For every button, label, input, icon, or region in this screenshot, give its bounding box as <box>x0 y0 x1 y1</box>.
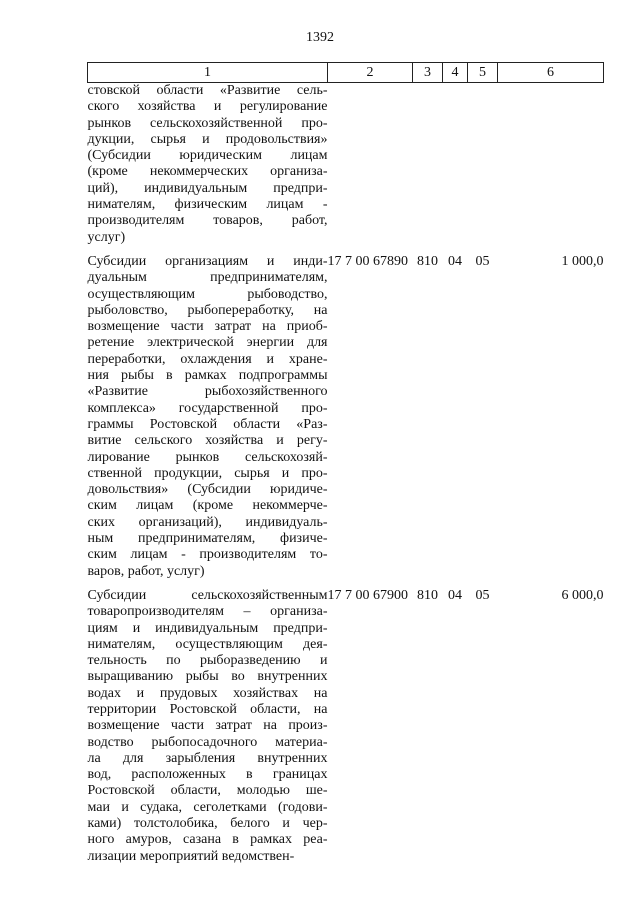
description-line: осуществляющим рыбоводство, <box>87 286 328 302</box>
row-expense-type: 810 <box>417 587 438 603</box>
description-line: Ростовской области, молодью ше- <box>87 783 328 799</box>
budget-table <box>87 62 604 865</box>
description-line: витие сельского хозяйства и регу- <box>87 433 328 449</box>
description-line: нимателям, осуществляющим дея- <box>87 636 328 652</box>
description-line: возмещение части затрат на произ- <box>87 718 328 734</box>
description-line: рыболовство, рыбопереработку, на <box>87 302 328 318</box>
description-line: ками) толстолобика, белого и чер- <box>87 816 328 832</box>
header-col-2: 2 <box>328 63 413 83</box>
row-section: 04 <box>448 253 462 269</box>
description-line: ным предпринимателям, физиче- <box>87 531 328 547</box>
description-line: ственной продукции, сырья и про- <box>87 465 328 481</box>
header-col-4: 4 <box>443 63 468 83</box>
description-line: товаропроизводителям – организа- <box>87 604 328 620</box>
description-line: варов, работ, услуг) <box>87 563 205 579</box>
table-row <box>88 588 604 865</box>
description-line: производителям товаров, работ, <box>87 213 328 229</box>
page-number: 1392 <box>306 30 334 45</box>
description-line: водство рыбопосадочного материа- <box>87 734 328 750</box>
description-line: циям и индивидуальным предпри- <box>87 620 328 636</box>
description-line: вод, расположенных в границах <box>87 767 328 783</box>
description-line: «Развитие рыбохозяйственного <box>87 384 328 400</box>
row-section: 04 <box>448 587 462 603</box>
description-line: ским лицам (кроме некоммерче- <box>87 498 328 514</box>
description-line: выращиванию рыбы во внутренних <box>87 669 328 685</box>
description-line: возмещение части затрат на приоб- <box>87 319 328 335</box>
description-line: водах и прудовых хозяйствах на <box>87 685 328 701</box>
row-spacer <box>88 246 604 254</box>
description-line: (Субсидии юридическим лицам <box>87 148 328 164</box>
row-description <box>88 254 328 580</box>
table-header-row <box>88 63 604 83</box>
table-body <box>88 83 604 865</box>
header-col-1: 1 <box>88 63 328 83</box>
row-target-article: 17 7 00 67890 <box>327 253 408 269</box>
description-line: лизации мероприятий ведомствен- <box>87 848 295 864</box>
description-line: тельность по рыборазведению и <box>87 653 328 669</box>
description-line: стовской области «Развитие сель- <box>87 83 328 98</box>
header-col-3: 3 <box>413 63 443 83</box>
description-line: дуальным предпринимателям, <box>87 270 328 286</box>
row-description <box>88 83 328 246</box>
description-line: граммы Ростовской области «Раз- <box>87 416 328 432</box>
table-row <box>88 83 604 246</box>
description-line: рынков сельскохозяйственной про- <box>87 115 328 131</box>
description-line: ния рыбы в рамках подпрограммы <box>87 368 328 384</box>
row-amount: 1 000,0 <box>561 253 604 269</box>
description-line: ций), индивидуальным предпри- <box>87 180 328 196</box>
description-line: ла для зарыбления внутренних <box>87 750 328 766</box>
row-amount: 6 000,0 <box>561 587 604 603</box>
table-row <box>88 254 604 580</box>
description-line: маи и судака, сеголетками (годови- <box>87 799 328 815</box>
description-line: ским лицам - производителям то- <box>87 547 328 563</box>
description-line: Субсидии сельскохозяйственным <box>87 587 328 603</box>
description-line: ских организаций), индивидуаль- <box>87 514 328 530</box>
description-line: дукции, сырья и продовольствия» <box>87 131 328 147</box>
row-target-article <box>328 83 413 246</box>
description-line: довольствия» (Субсидии юридиче- <box>87 482 328 498</box>
row-spacer <box>88 580 604 588</box>
description-line: территории Ростовской области, на <box>87 701 328 717</box>
row-expense-type <box>413 83 443 246</box>
row-target-article: 17 7 00 67900 <box>327 587 408 603</box>
description-line: ского хозяйства и регулирование <box>87 99 328 115</box>
row-expense-type: 810 <box>417 253 438 269</box>
row-subsection: 05 <box>475 253 490 269</box>
header-col-5: 5 <box>468 63 498 83</box>
header-col-6: 6 <box>498 63 604 83</box>
description-line: комплекса» государственной про- <box>87 400 328 416</box>
description-line: (кроме некоммерческих организа- <box>87 164 328 180</box>
description-line: переработки, охлаждения и хране- <box>87 351 328 367</box>
row-amount <box>498 83 604 246</box>
description-line: лирование рынков сельскохозяй- <box>87 449 328 465</box>
row-description <box>88 588 328 865</box>
row-section <box>443 83 468 246</box>
description-line: ретение электрической энергии для <box>87 335 328 351</box>
description-line: нимателям, физическим лицам - <box>87 197 328 213</box>
description-line: Субсидии организациям и инди- <box>87 253 328 269</box>
description-line: ного амуров, сазана в рамках реа- <box>87 832 328 848</box>
row-subsection <box>468 83 498 246</box>
description-line: услуг) <box>87 229 126 245</box>
row-subsection: 05 <box>475 587 490 603</box>
